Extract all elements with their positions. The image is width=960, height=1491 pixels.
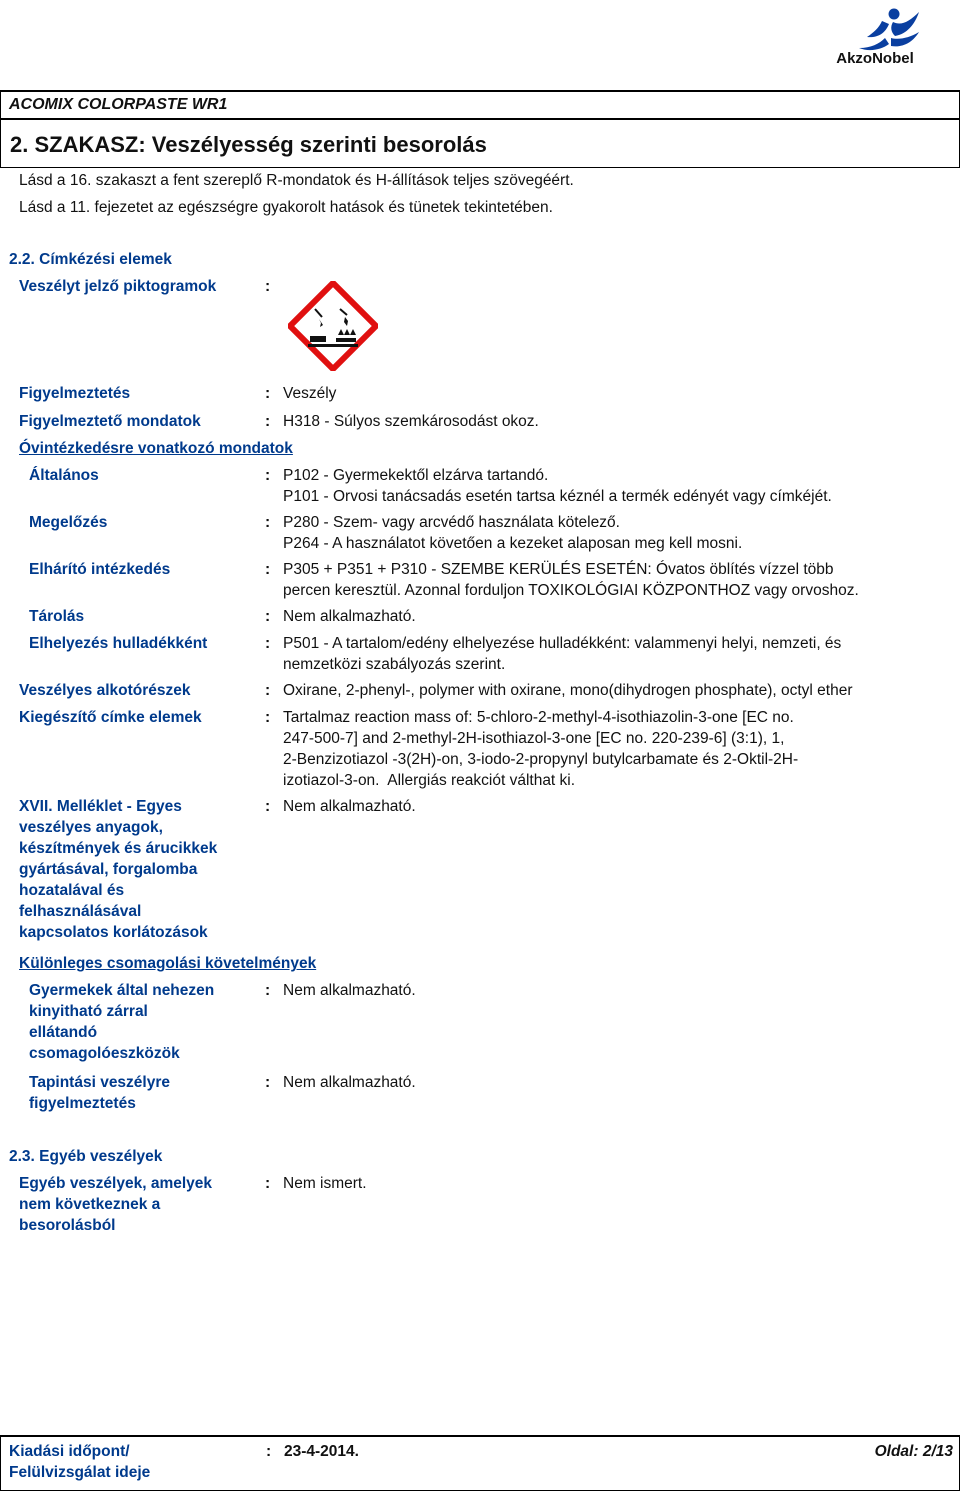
storage-value: Nem alkalmazható.	[283, 608, 416, 625]
colon: :	[265, 682, 271, 699]
other-hazards-heading: 2.3. Egyéb veszélyek	[9, 1148, 163, 1165]
colon: :	[265, 385, 271, 402]
child-resistant-label: Gyermekek által nehezen kinyitható zárral ellátandó csomagolóeszközök	[29, 982, 215, 1062]
colon: :	[265, 608, 271, 625]
hazard-label: Figyelmeztető mondatok	[19, 413, 201, 430]
signal-label: Figyelmeztetés	[19, 385, 131, 402]
precaution-heading: Óvintézkedésre vonatkozó mondatok	[19, 440, 293, 457]
response-label: Elhárító intézkedés	[29, 561, 171, 578]
akzonobel-logo	[815, 4, 935, 70]
page-number: Oldal: 2/13	[874, 1443, 953, 1460]
intro-line-2: Lásd a 11. fejezetet az egészségre gyakorolt hatások és tünetek tekintetében.	[19, 199, 553, 216]
issue-date-label: Kiadási időpont/ Felülvizsgálat ideje	[9, 1443, 151, 1481]
issue-date-value: 23-4-2014.	[284, 1443, 359, 1460]
colon: :	[265, 982, 271, 999]
general-value: P102 - Gyermekektől elzárva tartandó. P101 - Orvosi tanácsadás esetén tartsa kéznél a termék edényét vagy címkéjét.	[283, 467, 832, 505]
colon: :	[265, 635, 271, 652]
tactile-warning-value: Nem alkalmazható.	[283, 1074, 416, 1091]
other-hazards-label: Egyéb veszélyek, amelyek nem következnek a besorolásból	[19, 1175, 213, 1234]
annex-label: XVII. Melléklet - Egyes veszélyes anyagok, készítmények és árucikkek gyártásával, forgalomba hozatalával és felhasználásával kapcsolatos korlátozások	[19, 798, 218, 941]
prevention-label: Megelőzés	[29, 514, 108, 531]
disposal-label: Elhelyezés hulladékként	[29, 635, 208, 652]
intro-line-1: Lásd a 16. szakaszt a fent szereplő R-mondatok és H-állítások teljes szövegéért.	[19, 172, 574, 189]
colon: :	[265, 709, 271, 726]
colon: :	[265, 798, 271, 815]
section-header	[0, 118, 960, 168]
other-hazards-value: Nem ismert.	[283, 1175, 367, 1192]
disposal-value: P501 - A tartalom/edény elhelyezése hulladékként: valammenyi helyi, nemzeti, és nemzetközi szabályozás szerint.	[283, 635, 842, 673]
logo-wordmark: AkzoNobel	[836, 50, 914, 67]
colon: :	[266, 1443, 272, 1460]
colon: :	[265, 413, 271, 430]
response-value: P305 + P351 + P310 - SZEMBE KERÜLÉS ESETÉN: Óvatos öblítés vízzel több percen keresztül. Azonnal forduljon TOXIKOLÓGIAI KÖZPONTHOZ vagy orvoshoz.	[283, 561, 859, 599]
prevention-value: P280 - Szem- vagy arcvédő használata kötelező. P264 - A használatot követően a kezeket alaposan meg kell mosni.	[283, 514, 743, 552]
child-resistant-value: Nem alkalmazható.	[283, 982, 416, 999]
ingredients-value: Oxirane, 2-phenyl-, polymer with oxirane, mono(dihydrogen phosphate), octyl ether	[283, 682, 853, 699]
packaging-heading: Különleges csomagolási követelmények	[19, 955, 317, 972]
pictogram-label: Veszélyt jelző piktogramok	[19, 278, 217, 295]
supplemental-label: Kiegészítő címke elemek	[19, 709, 202, 726]
signal-value: Veszély	[283, 385, 337, 402]
colon: :	[265, 514, 271, 531]
colon: :	[265, 1074, 271, 1091]
hazard-value: H318 - Súlyos szemkárosodást okoz.	[283, 413, 539, 430]
supplemental-value: Tartalmaz reaction mass of: 5-chloro-2-methyl-4-isothiazolin-3-one [EC no. 247-500-7] and 2-methyl-2H-isothiazol-3-one [EC no. 220-239-6] (3:1), 1, 2-Benzizotiazol -3(2H)-on, 3-iodo-2-propynyl butylcarbamate és 2-Oktil-2H- izotiazol-3-on. Allergiás reakciót válthat ki.	[283, 709, 799, 789]
general-label: Általános	[29, 467, 99, 484]
tactile-warning-label: Tapintási veszélyre figyelmeztetés	[29, 1074, 171, 1112]
storage-label: Tárolás	[29, 608, 85, 625]
corrosion-pictogram-icon	[288, 281, 378, 371]
product-name: ACOMIX COLORPASTE WR1	[9, 96, 228, 113]
labels-heading: 2.2. Címkézési elemek	[9, 251, 172, 268]
product-header	[0, 90, 960, 120]
colon: :	[265, 467, 271, 484]
annex-value: Nem alkalmazható.	[283, 798, 416, 815]
colon: :	[265, 278, 271, 295]
page-footer	[0, 1435, 960, 1491]
colon: :	[265, 561, 271, 578]
section-title: 2. SZAKASZ: Veszélyesség szerinti besorolás	[10, 132, 487, 157]
colon: :	[265, 1175, 271, 1192]
ingredients-label: Veszélyes alkotórészek	[19, 682, 191, 699]
